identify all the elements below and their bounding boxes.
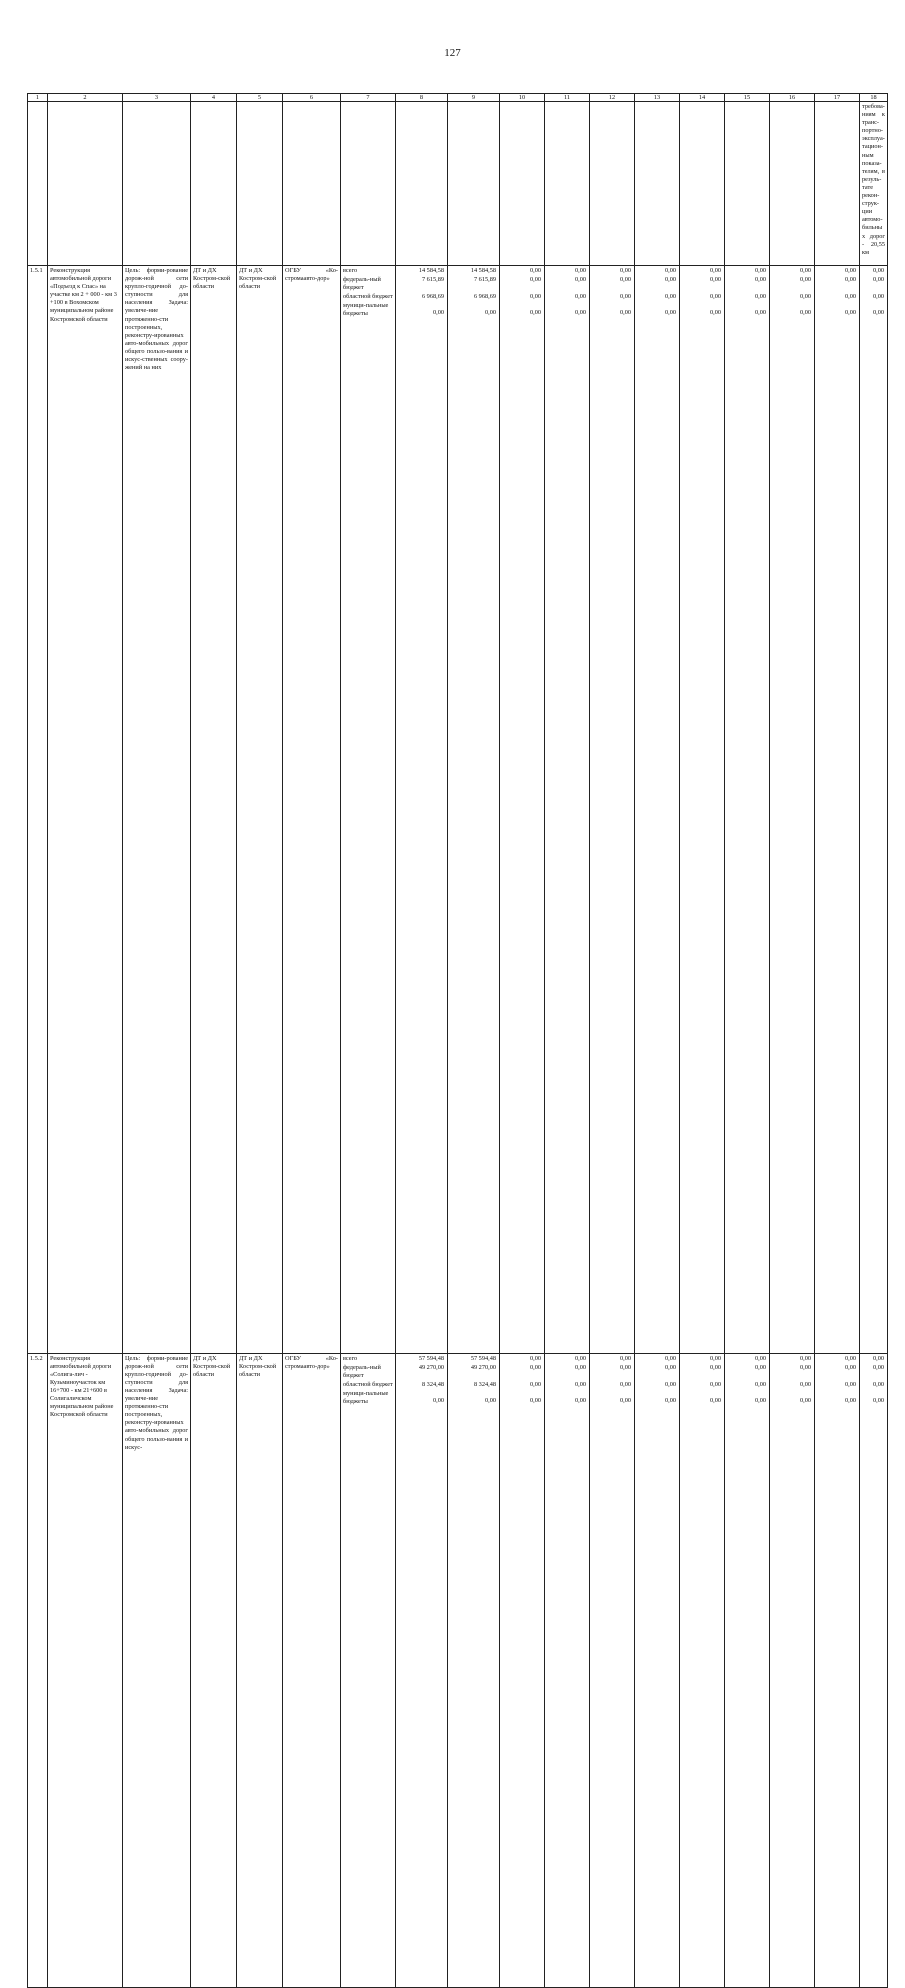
col-number: 6 [283, 94, 341, 102]
col-number: 16 [770, 94, 815, 102]
amount: 0,00 [619, 309, 631, 317]
row-id: 1.5.2 [28, 1353, 48, 1987]
result-text: требова-ниям к транс-портно-эксплуа-тацион-ным показа-телям, в резуль-тате рекон-струк-ции автомо-бильных дорог - 20,55 км [860, 102, 888, 266]
amount: 0,00 [799, 1396, 811, 1404]
amounts [815, 1354, 859, 1405]
amount: 0,00 [529, 1354, 541, 1362]
amount: 0,00 [844, 1380, 856, 1388]
amount: 0,00 [664, 1354, 676, 1362]
amount: 0,00 [872, 1380, 884, 1388]
amount: 0,00 [754, 293, 766, 301]
col-number: 17 [815, 94, 860, 102]
amount: 0,00 [799, 1380, 811, 1388]
col-number: 9 [448, 94, 500, 102]
amounts-total [396, 266, 447, 317]
source-label: муници-пальные бюджеты [343, 302, 389, 318]
source-label: всего [343, 1354, 358, 1362]
amount: 0,00 [529, 276, 541, 284]
amount: 0,00 [754, 1380, 766, 1388]
customer: ДТ и ДХ Костром-ской области [191, 1353, 237, 1987]
amount: 0,00 [844, 1363, 856, 1371]
amount: 0,00 [844, 1396, 856, 1404]
amount: 57 594,48 [470, 1354, 496, 1362]
amount: 0,00 [844, 1354, 856, 1362]
column-number-row [28, 94, 888, 102]
col-number: 2 [48, 94, 123, 102]
amount: 0,00 [574, 1354, 586, 1362]
amount: 6 968,69 [473, 293, 496, 301]
amount: 0,00 [844, 309, 856, 317]
amounts [815, 266, 859, 317]
amount: 49 270,00 [418, 1363, 444, 1371]
amounts-total [396, 1354, 447, 1405]
amount: 0,00 [872, 1396, 884, 1404]
col-number: 3 [123, 94, 191, 102]
amounts [545, 1354, 589, 1405]
amount: 0,00 [484, 309, 496, 317]
customer: ДТ и ДХ Костром-ской области [191, 266, 237, 1354]
col-number: 7 [341, 94, 396, 102]
source-label: областной бюджет [343, 1380, 393, 1388]
amounts [725, 1354, 769, 1405]
amounts-year [448, 266, 499, 317]
amounts [725, 266, 769, 317]
amount: 0,00 [872, 267, 884, 274]
amounts [590, 266, 634, 317]
amount: 0,00 [529, 293, 541, 301]
amounts [635, 266, 679, 317]
amount: 0,00 [844, 267, 856, 274]
amount: 0,00 [754, 267, 766, 274]
col-number: 10 [500, 94, 545, 102]
row-id: 1.5.1 [28, 266, 48, 1354]
amount: 0,00 [664, 1380, 676, 1388]
amount: 0,00 [574, 309, 586, 317]
col-number: 13 [635, 94, 680, 102]
amount: 0,00 [574, 1396, 586, 1404]
col-number: 15 [725, 94, 770, 102]
amount: 0,00 [709, 293, 721, 301]
amounts [590, 1354, 634, 1405]
amount: 0,00 [619, 267, 631, 274]
object-name: Реконструкция автомобильной дороги «Подъезд к Спас» на участке км 2 + 000 - км 3 +100 в Вохомском муниципальном районе Костромской области [48, 266, 123, 1354]
amounts [770, 266, 814, 317]
amount: 14 584,58 [470, 267, 496, 274]
amounts [635, 1354, 679, 1405]
amount: 0,00 [709, 267, 721, 274]
table-row [28, 1353, 888, 1987]
amount: 0,00 [872, 1354, 884, 1362]
amount: 0,00 [529, 267, 541, 274]
amount: 0,00 [574, 267, 586, 274]
amount: 0,00 [872, 293, 884, 301]
source-label: федераль-ный бюджет [343, 276, 381, 292]
amounts-year [448, 1354, 499, 1405]
amount: 0,00 [664, 293, 676, 301]
amount: 8 324,48 [421, 1380, 444, 1388]
col-number: 11 [545, 94, 590, 102]
amount: 0,00 [872, 309, 884, 317]
amounts [680, 1354, 724, 1405]
amount: 0,00 [754, 1354, 766, 1362]
amount: 0,00 [709, 1396, 721, 1404]
amount: 0,00 [664, 267, 676, 274]
contractor: ОГБУ «Ко-стромаавто-дор» [283, 266, 341, 1354]
table-row [28, 266, 888, 1354]
amount: 0,00 [664, 1363, 676, 1371]
amount: 0,00 [709, 309, 721, 317]
amount: 0,00 [619, 1380, 631, 1388]
amount: 14 584,58 [418, 267, 444, 274]
amount: 0,00 [619, 1396, 631, 1404]
amount: 0,00 [709, 1380, 721, 1388]
amount: 0,00 [619, 1363, 631, 1371]
amount: 0,00 [799, 1363, 811, 1371]
col-number: 5 [237, 94, 283, 102]
goal-text: Цель: форми-рование дорож-ной сети крупло-годичной до-ступности для населения Задача: увеличе-ние протяженно-сти построенных, реконстру-ированных авто-мобильных дорог общего пользо-вания и искус-ственных соору-жений на них [123, 266, 191, 1354]
amount: 0,00 [844, 293, 856, 301]
executor: ДТ и ДХ Костром-ской области [237, 266, 283, 1354]
amount: 0,00 [799, 293, 811, 301]
amount: 0,00 [574, 276, 586, 284]
amounts [545, 266, 589, 317]
amount: 0,00 [754, 276, 766, 284]
amount: 0,00 [844, 276, 856, 284]
amount: 0,00 [619, 293, 631, 301]
amount: 0,00 [574, 1363, 586, 1371]
amount: 0,00 [619, 1354, 631, 1362]
amount: 0,00 [529, 1380, 541, 1388]
col-number: 18 [860, 94, 888, 102]
amount: 0,00 [754, 1363, 766, 1371]
amount: 0,00 [484, 1396, 496, 1404]
amount: 0,00 [529, 1396, 541, 1404]
amount: 8 324,48 [473, 1380, 496, 1388]
col-number: 8 [396, 94, 448, 102]
amount: 0,00 [432, 309, 444, 317]
amount: 7 615,89 [473, 276, 496, 284]
amount: 0,00 [754, 309, 766, 317]
amount: 0,00 [619, 276, 631, 284]
amount: 0,00 [709, 1363, 721, 1371]
amount: 0,00 [664, 1396, 676, 1404]
amount: 7 615,89 [421, 276, 444, 284]
amount: 0,00 [799, 267, 811, 274]
amount: 0,00 [799, 276, 811, 284]
amounts [860, 1354, 887, 1405]
amount: 0,00 [574, 1380, 586, 1388]
page-number: 127 [444, 47, 461, 59]
amount: 0,00 [799, 309, 811, 317]
source-label: муници-пальные бюджеты [343, 1389, 389, 1406]
amount: 0,00 [754, 1396, 766, 1404]
amount: 49 270,00 [470, 1363, 496, 1371]
amount: 0,00 [872, 276, 884, 284]
amount: 0,00 [432, 1396, 444, 1404]
goal-text: Цель: форми-рование дорож-ной сети крупло-годичной до-ступности для населения Задача: увеличе-ние протяженно-сти построенных, реконстру-ированных авто-мобильных дорог общего пользо-вания и искус- [123, 1353, 191, 1987]
funding-sources [341, 266, 395, 319]
object-name: Реконструкция автомобильной дороги «Солига-лич - Кузьминоучасток км 16+700 - км 21+600 в Солигаличском муниципальном районе Костромской области [48, 1353, 123, 1987]
continuation-row [28, 102, 888, 266]
col-number: 12 [590, 94, 635, 102]
amounts [680, 266, 724, 317]
col-number: 14 [680, 94, 725, 102]
amount: 0,00 [529, 309, 541, 317]
amount: 0,00 [664, 309, 676, 317]
funding-sources [341, 1354, 395, 1407]
contractor: ОГБУ «Ко-стромаавто-дор» [283, 1353, 341, 1987]
amounts [500, 266, 544, 317]
amounts [770, 1354, 814, 1405]
executor: ДТ и ДХ Костром-ской области [237, 1353, 283, 1987]
amount: 0,00 [872, 1363, 884, 1371]
source-label: областной бюджет [343, 293, 393, 301]
source-label: федераль-ный бюджет [343, 1363, 381, 1379]
amount: 0,00 [574, 293, 586, 301]
amounts [500, 1354, 544, 1405]
col-number: 4 [191, 94, 237, 102]
amount: 0,00 [709, 1354, 721, 1362]
amount: 0,00 [529, 1363, 541, 1371]
amount: 0,00 [664, 276, 676, 284]
amounts [860, 266, 887, 317]
program-table [27, 93, 888, 1988]
col-number: 1 [28, 94, 48, 102]
amount: 57 594,48 [418, 1354, 444, 1362]
amount: 6 968,69 [421, 293, 444, 301]
source-label: всего [343, 267, 358, 274]
amount: 0,00 [799, 1354, 811, 1362]
amount: 0,00 [709, 276, 721, 284]
